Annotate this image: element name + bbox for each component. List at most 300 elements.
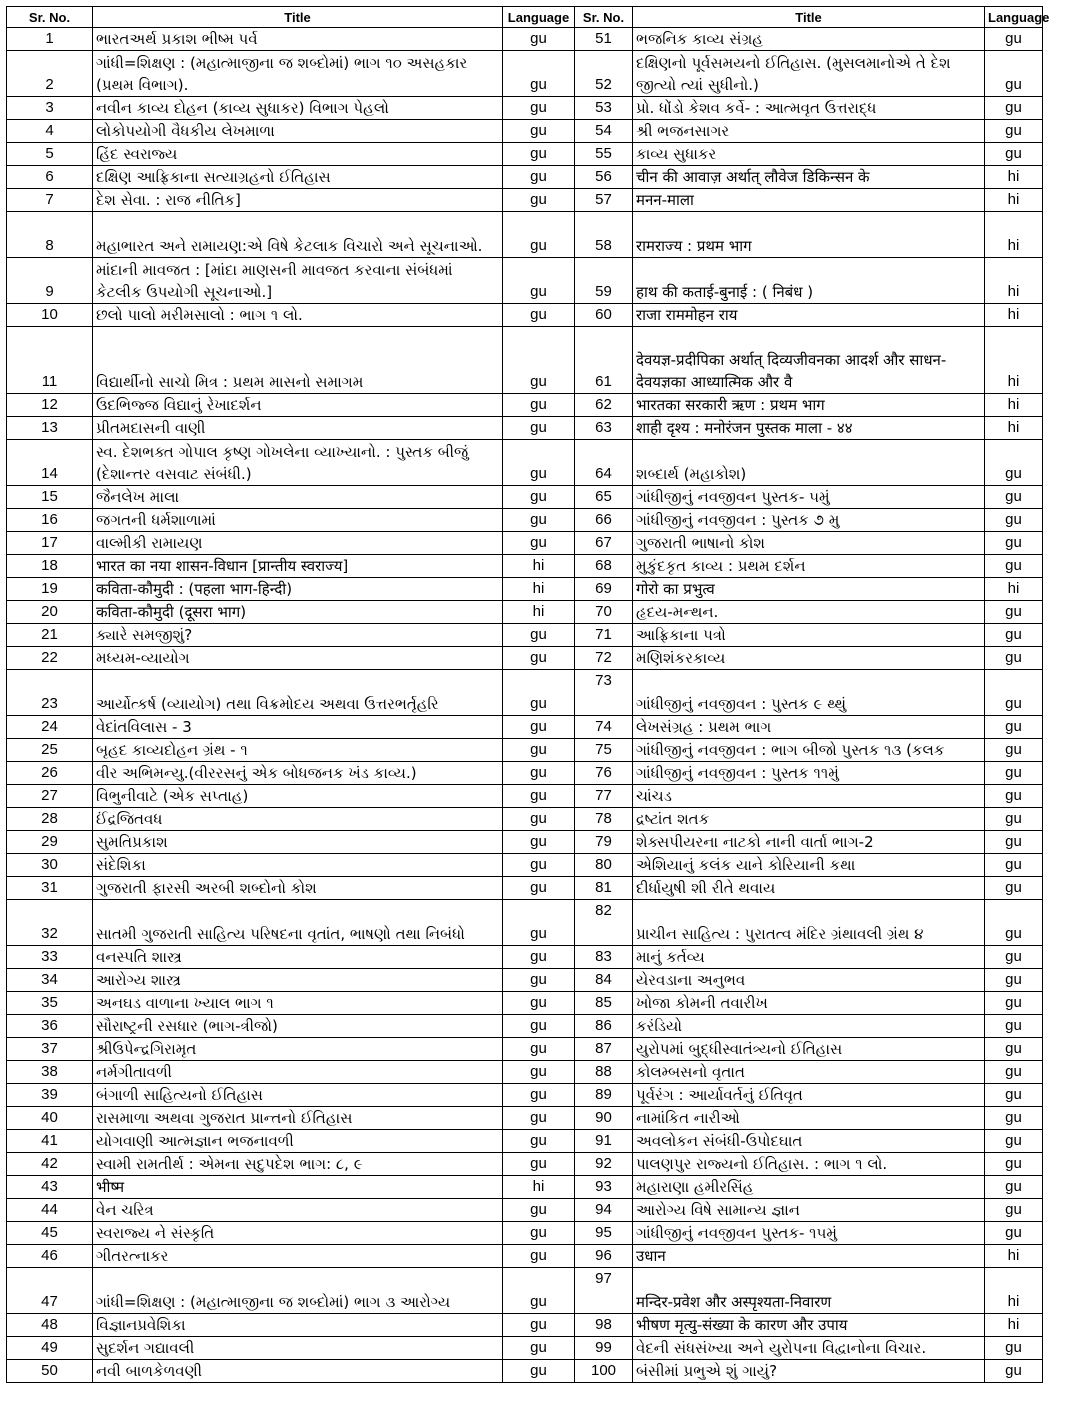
sr-no-cell: 56: [575, 166, 633, 189]
language-cell: gu: [503, 440, 575, 486]
sr-no-cell: 93: [575, 1176, 633, 1199]
table-row: [7, 624, 1043, 647]
sr-no-cell: 63: [575, 417, 633, 440]
language-cell: gu: [503, 1107, 575, 1130]
language-cell: hi: [985, 212, 1043, 258]
title-cell: भारत का नया शासन-विधान [प्रान्तीय स्वराज्य]: [93, 555, 503, 578]
language-cell: gu: [503, 258, 575, 304]
language-cell: gu: [503, 327, 575, 394]
title-cell: ગાંધી=શિક્ષણ : (મહાત્માજીના જ શબ્દોમાં) ભાગ ૩ આરોગ્ય: [93, 1268, 503, 1314]
title-cell: मनन-माला: [633, 189, 985, 212]
sr-no-cell: 85: [575, 992, 633, 1015]
table-row: [7, 647, 1043, 670]
sr-no-cell: 70: [575, 601, 633, 624]
sr-no-cell: 89: [575, 1084, 633, 1107]
language-cell: gu: [503, 1245, 575, 1268]
title-cell: દીર્ધાયુષી શી રીતે થવાય: [633, 877, 985, 900]
title-cell: પાલણપુર રાજ્યનો ઈતિહાસ. : ભાગ ૧ લો.: [633, 1153, 985, 1176]
sr-no-value: 82: [595, 902, 612, 919]
language-cell: hi: [985, 1314, 1043, 1337]
language-cell: gu: [985, 900, 1043, 946]
title-cell: મુકુંદકૃત કાવ્ય : પ્રથમ દર્શન: [633, 555, 985, 578]
language-cell: gu: [985, 143, 1043, 166]
title-cell: સુદર્શન ગદ્યાવલી: [93, 1337, 503, 1360]
sr-no-cell: 44: [7, 1199, 93, 1222]
language-cell: hi: [985, 258, 1043, 304]
table-row: [7, 1176, 1043, 1199]
sr-no-cell: 35: [7, 992, 93, 1015]
sr-no-cell: 15: [7, 486, 93, 509]
table-row: [7, 394, 1043, 417]
language-cell: gu: [985, 854, 1043, 877]
language-cell: gu: [985, 831, 1043, 854]
sr-no-cell: 37: [7, 1038, 93, 1061]
table-row: [7, 28, 1043, 51]
language-cell: gu: [503, 394, 575, 417]
sr-no-cell: 14: [7, 440, 93, 486]
sr-no-cell: 76: [575, 762, 633, 785]
table-row: [7, 739, 1043, 762]
title-cell: चीन की आवाज़ अर्थात् लौवेज डिकिन्सन के: [633, 166, 985, 189]
title-cell: શેક્સપીયરના નાટકો નાની વાર્તા ભાગ-2: [633, 831, 985, 854]
title-cell: ઉદભિજ્જ વિદ્યાનું રેખાદર્શન: [93, 394, 503, 417]
language-cell: gu: [503, 28, 575, 51]
table-row: [7, 1360, 1043, 1383]
sr-no-cell: 11: [7, 327, 93, 394]
sr-no-cell: 4: [7, 120, 93, 143]
title-cell: લેખસંગ્રહ : પ્રથમ ભાગ: [633, 716, 985, 739]
table-row: [7, 51, 1043, 97]
title-cell: મણિશંકરકાવ્ય: [633, 647, 985, 670]
language-cell: gu: [503, 969, 575, 992]
sr-no-cell: 94: [575, 1199, 633, 1222]
title-cell: ભારતઅર્થ પ્રકાશ ભીષ્મ પર્વ: [93, 28, 503, 51]
language-cell: hi: [985, 1245, 1043, 1268]
sr-no-cell: 90: [575, 1107, 633, 1130]
title-cell: આર્યોત્કર્ષ (વ્યાયોગ) તથા વિક્રમોદય અથવા ઉત્તરભર્તૃહરિ: [93, 670, 503, 716]
table-row: [7, 189, 1043, 212]
language-cell: gu: [503, 417, 575, 440]
table-row: [7, 327, 1043, 394]
title-cell: સ્વરાજ્ય ને સંસ્કૃતિ: [93, 1222, 503, 1245]
table-row: [7, 992, 1043, 1015]
title-cell: देवयज्ञ-प्रदीपिका अर्थात् दिव्यजीवनका आदर्श और साधन-देवयज्ञका आध्यात्मिक और वै: [633, 327, 985, 394]
title-cell: સાતમી ગુજરાતી સાહિત્ય પરિષદના વૃતાંત, ભાષણો તથા નિબંધો: [93, 900, 503, 946]
table-row: [7, 509, 1043, 532]
title-cell: વિદ્યાર્થીનો સાચો મિત્ર : પ્રથમ માસનો સમાગમ: [93, 327, 503, 394]
title-cell: નવીન કાવ્ય દોહન (કાવ્ય સુધાકર) વિભાગ પેહલો: [93, 97, 503, 120]
title-cell: પૂર્વરંગ : આર્યાવર્તનું ઈતિવૃત: [633, 1084, 985, 1107]
sr-no-cell: 45: [7, 1222, 93, 1245]
title-cell: વિભુનીવાટે (એક સપ્તાહ): [93, 785, 503, 808]
sr-no-cell: [575, 670, 633, 716]
sr-no-cell: 27: [7, 785, 93, 808]
title-cell: भीषण मृत्यु-संख्या के कारण और उपाय: [633, 1314, 985, 1337]
table-row: [7, 166, 1043, 189]
sr-no-cell: 28: [7, 808, 93, 831]
title-cell: આફ્રિકાના પત્રો: [633, 624, 985, 647]
table-row: [7, 417, 1043, 440]
language-cell: gu: [503, 1015, 575, 1038]
table-row: [7, 1107, 1043, 1130]
table-row: [7, 532, 1043, 555]
language-cell: gu: [985, 992, 1043, 1015]
sr-no-cell: 52: [575, 51, 633, 97]
sr-no-cell: 54: [575, 120, 633, 143]
language-cell: gu: [985, 97, 1043, 120]
sr-no-cell: 79: [575, 831, 633, 854]
title-cell: નવી બાળકેળવણી: [93, 1360, 503, 1383]
sr-no-cell: 66: [575, 509, 633, 532]
title-cell: વિજ્ઞાનપ્રવેશિકા: [93, 1314, 503, 1337]
language-cell: gu: [503, 1314, 575, 1337]
table-row: [7, 877, 1043, 900]
language-cell: gu: [985, 486, 1043, 509]
sr-no-cell: 21: [7, 624, 93, 647]
title-cell: બંસીમાં પ્રભુએ શું ગાયું?: [633, 1360, 985, 1383]
title-cell: વેદાંતવિલાસ - 3: [93, 716, 503, 739]
sr-no-cell: 24: [7, 716, 93, 739]
sr-no-cell: 7: [7, 189, 93, 212]
title-cell: भारतका सरकारी ऋण : प्रथम भाग: [633, 394, 985, 417]
language-cell: gu: [985, 785, 1043, 808]
language-cell: gu: [985, 440, 1043, 486]
title-cell: બંગાળી સાહિત્યનો ઈતિહાસ: [93, 1084, 503, 1107]
language-cell: gu: [985, 601, 1043, 624]
title-cell: मन्दिर-प्रवेश और अस्पृश्यता-निवारण: [633, 1268, 985, 1314]
sr-no-cell: 8: [7, 212, 93, 258]
sr-no-cell: 81: [575, 877, 633, 900]
sr-no-cell: 57: [575, 189, 633, 212]
language-cell: gu: [985, 1084, 1043, 1107]
sr-no-cell: 74: [575, 716, 633, 739]
sr-no-cell: 96: [575, 1245, 633, 1268]
title-cell: ગાંધીજીનું નવજીવન પુસ્તક- ૫મું: [633, 486, 985, 509]
language-cell: gu: [985, 1061, 1043, 1084]
sr-no-cell: 42: [7, 1153, 93, 1176]
language-cell: gu: [985, 1199, 1043, 1222]
language-cell: hi: [985, 327, 1043, 394]
table-row: [7, 1015, 1043, 1038]
sr-no-cell: 32: [7, 900, 93, 946]
sr-no-cell: 39: [7, 1084, 93, 1107]
sr-no-cell: 40: [7, 1107, 93, 1130]
sr-no-cell: 47: [7, 1268, 93, 1314]
language-cell: gu: [503, 739, 575, 762]
table-row: [7, 120, 1043, 143]
sr-no-cell: 38: [7, 1061, 93, 1084]
sr-no-cell: 16: [7, 509, 93, 532]
title-cell: પ્રીતમદાસની વાણી: [93, 417, 503, 440]
sr-no-header: Sr. No.: [7, 7, 93, 28]
language-cell: gu: [503, 831, 575, 854]
sr-no-cell: 51: [575, 28, 633, 51]
language-cell: gu: [503, 762, 575, 785]
language-cell: gu: [985, 51, 1043, 97]
language-cell: gu: [503, 1360, 575, 1383]
table-row: [7, 486, 1043, 509]
sr-no-cell: 77: [575, 785, 633, 808]
sr-no-cell: 64: [575, 440, 633, 486]
language-cell: gu: [985, 808, 1043, 831]
sr-no-value: 97: [595, 1270, 612, 1287]
table-row: [7, 1314, 1043, 1337]
language-cell: hi: [985, 417, 1043, 440]
sr-no-cell: 69: [575, 578, 633, 601]
language-cell: hi: [985, 304, 1043, 327]
language-cell: gu: [985, 509, 1043, 532]
table-row: [7, 670, 1043, 716]
title-cell: સૌરાષ્ટ્રની રસધાર (ભાગ-ત્રીજો): [93, 1015, 503, 1038]
table-row: [7, 143, 1043, 166]
sr-no-cell: 59: [575, 258, 633, 304]
sr-no-cell: 33: [7, 946, 93, 969]
title-cell: रामराज्य : प्रथम भाग: [633, 212, 985, 258]
title-cell: માનું કર્તવ્ય: [633, 946, 985, 969]
sr-no-cell: 55: [575, 143, 633, 166]
title-cell: માંદાની માવજત : [માંદા માણસની માવજત કરવાના સંબંધમાં કેટલીક ઉપયોગી સૂચનાઓ.]: [93, 258, 503, 304]
language-cell: gu: [503, 1130, 575, 1153]
title-cell: હિંદ સ્વરાજ્ય: [93, 143, 503, 166]
sr-no-cell: 10: [7, 304, 93, 327]
language-cell: gu: [503, 1061, 575, 1084]
language-header: Language: [985, 7, 1043, 28]
language-cell: gu: [985, 739, 1043, 762]
sr-no-cell: 72: [575, 647, 633, 670]
sr-no-cell: 9: [7, 258, 93, 304]
title-cell: સુમતિપ્રકાશ: [93, 831, 503, 854]
book-list-sheet: [6, 6, 1050, 1383]
title-cell: કાવ્ય સુધાકર: [633, 143, 985, 166]
language-cell: hi: [503, 578, 575, 601]
title-cell: છલો પાલો મરીમસાલો : ભાગ ૧ લો.: [93, 304, 503, 327]
title-cell: વનસ્પતિ શાસ્ત્ર: [93, 946, 503, 969]
table-row: [7, 946, 1043, 969]
language-cell: gu: [503, 854, 575, 877]
sr-no-cell: 58: [575, 212, 633, 258]
sr-no-cell: 36: [7, 1015, 93, 1038]
language-cell: gu: [503, 1038, 575, 1061]
title-cell: સ્વામી રામતીર્થ : એમના સદુપદેશ ભાગ: ૮, ૯: [93, 1153, 503, 1176]
title-cell: પ્રો. ધોંડો કેશવ કર્વે- : આત્મવૃત ઉત્તરાદ્ધ: [633, 97, 985, 120]
table-row: [7, 1061, 1043, 1084]
sr-no-cell: 53: [575, 97, 633, 120]
title-cell: યોગવાણી આત્મજ્ઞાન ભજનાવળી: [93, 1130, 503, 1153]
sr-no-cell: 83: [575, 946, 633, 969]
sr-no-cell: 1: [7, 28, 93, 51]
sr-no-cell: 80: [575, 854, 633, 877]
sr-no-cell: 6: [7, 166, 93, 189]
sr-no-cell: 13: [7, 417, 93, 440]
title-cell: આરોગ્ય શાસ્ત્ર: [93, 969, 503, 992]
title-cell: ગાંધીજીનું નવજીવન : પુસ્તક ૭ મુ: [633, 509, 985, 532]
language-cell: gu: [985, 1038, 1043, 1061]
language-cell: gu: [985, 624, 1043, 647]
title-cell: कविता-कौमुदी : (पहला भाग-हिन्दी): [93, 578, 503, 601]
language-cell: gu: [503, 624, 575, 647]
language-cell: hi: [985, 1268, 1043, 1314]
language-cell: gu: [503, 304, 575, 327]
sr-no-cell: 88: [575, 1061, 633, 1084]
sr-no-cell: 67: [575, 532, 633, 555]
sr-no-cell: 75: [575, 739, 633, 762]
sr-no-cell: 18: [7, 555, 93, 578]
title-header: Title: [93, 7, 503, 28]
title-cell: નામાંકિત નારીઓ: [633, 1107, 985, 1130]
title-cell: ગાંધીજીનું નવજીવન : પુસ્તક ૯ થ્થું: [633, 670, 985, 716]
title-cell: સંદેશિકા: [93, 854, 503, 877]
language-cell: gu: [503, 785, 575, 808]
title-cell: હૃદય-મન્થન.: [633, 601, 985, 624]
book-list-table: [6, 6, 1050, 1383]
table-row: [7, 716, 1043, 739]
language-cell: gu: [503, 51, 575, 97]
title-cell: ગુજરાતી ફારસી અરબી શબ્દોનો કોશ: [93, 877, 503, 900]
table-row: [7, 785, 1043, 808]
sr-no-cell: 78: [575, 808, 633, 831]
language-cell: gu: [985, 762, 1043, 785]
table-row: [7, 1222, 1043, 1245]
language-cell: gu: [985, 532, 1043, 555]
title-cell: વેન ચરિત્ર: [93, 1199, 503, 1222]
title-cell: ગાંધી=શિક્ષણ : (મહાત્માજીના જ શબ્દોમાં) ભાગ ૧૦ અસહકાર (પ્રથમ વિભાગ).: [93, 51, 503, 97]
language-cell: gu: [503, 808, 575, 831]
language-cell: gu: [503, 120, 575, 143]
language-cell: gu: [503, 900, 575, 946]
sr-no-cell: 41: [7, 1130, 93, 1153]
sr-no-cell: 86: [575, 1015, 633, 1038]
title-cell: યુરોપમાં બુદ્ધીસ્વાતંત્ર્યનો ઈતિહાસ: [633, 1038, 985, 1061]
language-cell: hi: [985, 394, 1043, 417]
title-cell: ભજનિક કાવ્ય સંગ્રહ: [633, 28, 985, 51]
sr-no-cell: [575, 1268, 633, 1314]
sr-no-cell: 34: [7, 969, 93, 992]
table-row: [7, 1199, 1043, 1222]
language-cell: gu: [503, 992, 575, 1015]
language-cell: gu: [503, 1337, 575, 1360]
table-row: [7, 1130, 1043, 1153]
sr-no-cell: 19: [7, 578, 93, 601]
sr-no-cell: 26: [7, 762, 93, 785]
title-cell: ગાંધીજીનું નવજીવન : પુસ્તક ૧૧મું: [633, 762, 985, 785]
sr-no-cell: 92: [575, 1153, 633, 1176]
title-cell: દ્રષ્ટાંત શતક: [633, 808, 985, 831]
language-cell: gu: [985, 555, 1043, 578]
sr-no-cell: 100: [575, 1360, 633, 1383]
language-cell: gu: [985, 1130, 1043, 1153]
sr-no-cell: 61: [575, 327, 633, 394]
language-cell: gu: [503, 97, 575, 120]
sr-no-cell: 62: [575, 394, 633, 417]
table-row: [7, 1084, 1043, 1107]
language-cell: hi: [985, 578, 1043, 601]
title-cell: મહાભારત અને રામાયણ:એ વિષે કેટલાક વિચારો અને સૂચનાઓ.: [93, 212, 503, 258]
sr-no-cell: 49: [7, 1337, 93, 1360]
sr-no-cell: 95: [575, 1222, 633, 1245]
title-cell: ચાંચડ: [633, 785, 985, 808]
title-cell: પ્રાચીન સાહિત્ય : પુરાતત્વ મંદિર ગ્રંથાવલી ગ્રંથ ૪: [633, 900, 985, 946]
table-row: [7, 1268, 1043, 1314]
sr-no-cell: 71: [575, 624, 633, 647]
sr-no-cell: 25: [7, 739, 93, 762]
sr-no-cell: 29: [7, 831, 93, 854]
language-cell: gu: [503, 1153, 575, 1176]
sr-no-cell: 46: [7, 1245, 93, 1268]
sr-no-cell: 20: [7, 601, 93, 624]
table-row: [7, 900, 1043, 946]
language-header: Language: [503, 7, 575, 28]
language-cell: hi: [985, 189, 1043, 212]
title-cell: અવલોકન સંબંધી-ઉપોદઘાત: [633, 1130, 985, 1153]
title-cell: દક્ષિણનો પૂર્વસમયનો ઈતિહાસ. (મુસલમાનોએ તે દેશ જીત્યો ત્યાં સુધીનો.): [633, 51, 985, 97]
sr-no-cell: 68: [575, 555, 633, 578]
title-cell: મહારાણા હમીરસિંહ: [633, 1176, 985, 1199]
table-row: [7, 440, 1043, 486]
title-cell: દેશ સેવા. : રાજ નીતિક]: [93, 189, 503, 212]
language-cell: gu: [985, 1107, 1043, 1130]
language-cell: gu: [503, 509, 575, 532]
sr-no-value: 73: [595, 672, 612, 689]
language-cell: gu: [985, 28, 1043, 51]
title-cell: શ્રીઉપેન્દ્રગિરામૃત: [93, 1038, 503, 1061]
language-cell: gu: [503, 189, 575, 212]
table-row: [7, 1038, 1043, 1061]
title-cell: નર્મગીતાવળી: [93, 1061, 503, 1084]
header-row: [7, 7, 1043, 28]
table-row: [7, 304, 1043, 327]
title-cell: યેરવડાના અનુભવ: [633, 969, 985, 992]
table-row: [7, 578, 1043, 601]
title-cell: गोरो का प्रभुत्व: [633, 578, 985, 601]
language-cell: gu: [503, 486, 575, 509]
sr-no-cell: [575, 900, 633, 946]
table-row: [7, 808, 1043, 831]
sr-no-cell: 3: [7, 97, 93, 120]
table-row: [7, 601, 1043, 624]
title-cell: भीष्म: [93, 1176, 503, 1199]
title-cell: ગુજરાતી ભાષાનો કોશ: [633, 532, 985, 555]
sr-no-cell: 48: [7, 1314, 93, 1337]
sr-no-cell: 2: [7, 51, 93, 97]
language-cell: gu: [985, 877, 1043, 900]
title-cell: બૃહદ કાવ્યદોહન ગ્રંથ - ૧: [93, 739, 503, 762]
title-cell: અનઘડ વાળાના ખ્યાલ ભાગ ૧: [93, 992, 503, 1015]
language-cell: gu: [985, 946, 1043, 969]
language-cell: gu: [503, 212, 575, 258]
language-cell: gu: [985, 716, 1043, 739]
sr-no-header: Sr. No.: [575, 7, 633, 28]
language-cell: gu: [503, 946, 575, 969]
language-cell: hi: [985, 166, 1043, 189]
language-cell: gu: [985, 120, 1043, 143]
sr-no-cell: 98: [575, 1314, 633, 1337]
title-cell: વીર અભિમન્યુ.(વીરરસનું એક બોધજનક ખંડ કાવ્ય.): [93, 762, 503, 785]
language-cell: gu: [503, 532, 575, 555]
title-cell: કોલમ્બસનો વૃતાત: [633, 1061, 985, 1084]
language-cell: gu: [503, 143, 575, 166]
language-cell: gu: [985, 1222, 1043, 1245]
sr-no-cell: 22: [7, 647, 93, 670]
language-cell: hi: [503, 555, 575, 578]
table-row: [7, 854, 1043, 877]
sr-no-cell: 23: [7, 670, 93, 716]
sr-no-cell: 12: [7, 394, 93, 417]
title-cell: ગીતરત્નાકર: [93, 1245, 503, 1268]
sr-no-cell: 31: [7, 877, 93, 900]
language-cell: hi: [503, 601, 575, 624]
sr-no-cell: 84: [575, 969, 633, 992]
language-cell: gu: [503, 1199, 575, 1222]
